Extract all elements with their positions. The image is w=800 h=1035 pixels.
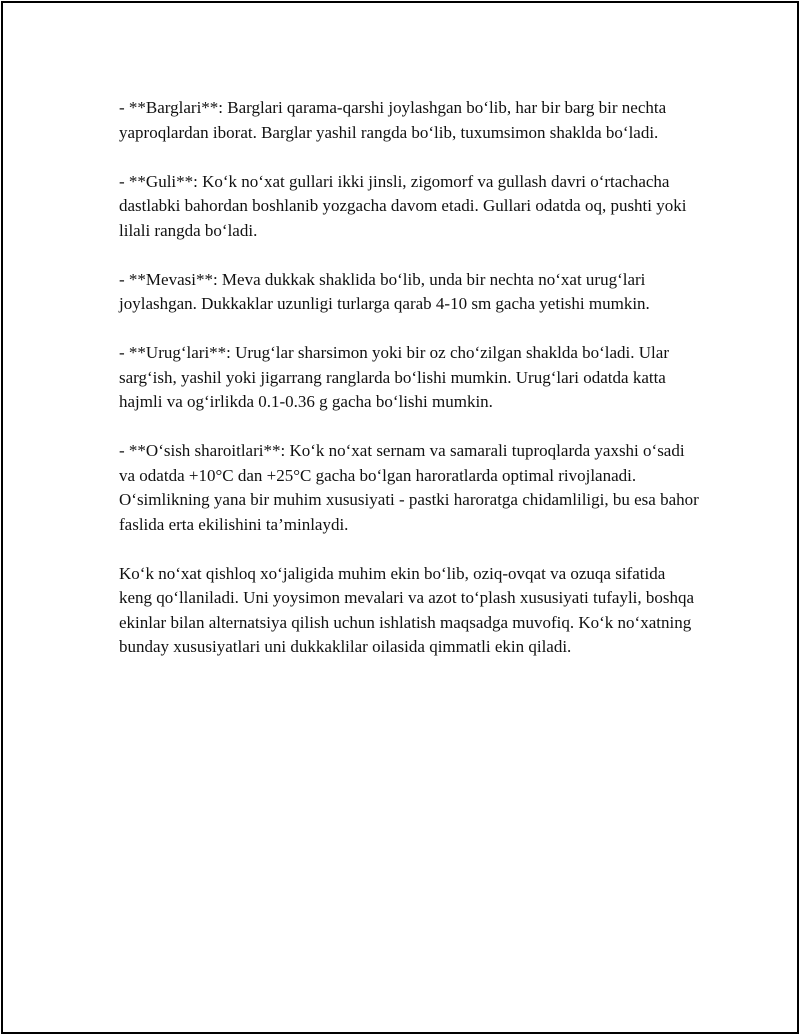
- paragraph-guli: - **Guli**: Ko‘k no‘xat gullari ikki jinsli, zigomorf va gullash davri o‘rtachacha dastlabki bahordan boshlanib yozgacha davom etadi. Gullari odatda oq, pushti yoki lilali rangda bo‘ladi.: [119, 171, 687, 240]
- page-frame: [1, 1, 799, 1034]
- paragraph-conclusion: Ko‘k no‘xat qishloq xo‘jaligida muhim ekin bo‘lib, oziq-ovqat va ozuqa sifatida keng qo‘llaniladi. Uni yoysimon mevalari va azot to‘plash xususiyati tufayli, boshqa ekinlar bilan alternatsiya qilish uchun ishlatish maqsadga muvofiq. Ko‘k no‘xatning bunday xususiyatlari uni dukkaklilar oilasida qimmatli ekin qiladi.: [119, 563, 695, 656]
- paragraph-barglari: - **Barglari**: Barglari qarama-qarshi joylashgan bo‘lib, har bir barg bir nechta yaproqlardan iborat. Barglar yashil rangda bo‘lib, tuxumsimon shaklda bo‘ladi.: [119, 98, 667, 142]
- document-body: [119, 96, 699, 684]
- paragraph-uruglari: - **Urug‘lari**: Urug‘lar sharsimon yoki bir oz cho‘zilgan shaklda bo‘ladi. Ular sarg‘ish, yashil yoki jigarrang ranglarda bo‘lishi mumkin. Urug‘lari odatda katta hajmli va og‘irlikda 0.1-0.36 g gacha bo‘lishi mumkin.: [119, 343, 669, 411]
- paragraph-mevasi: - **Mevasi**: Meva dukkak shaklida bo‘lib, unda bir nechta no‘xat urug‘lari joylashgan. Dukkaklar uzunligi turlarga qarab 4-10 sm gacha yetishi mumkin.: [119, 269, 650, 313]
- paragraph-osish-sharoitlari: - **O‘sish sharoitlari**: Ko‘k no‘xat sernam va samarali tuproqlarda yaxshi o‘sadi va odatda +10°C dan +25°C gacha bo‘lgan haroratlarda optimal rivojlanadi. O‘simlikning yana bir muhim xususiyati - pastki haroratga chidamliligi, bu esa bahor faslida erta ekilishini ta’minlaydi.: [119, 441, 699, 534]
